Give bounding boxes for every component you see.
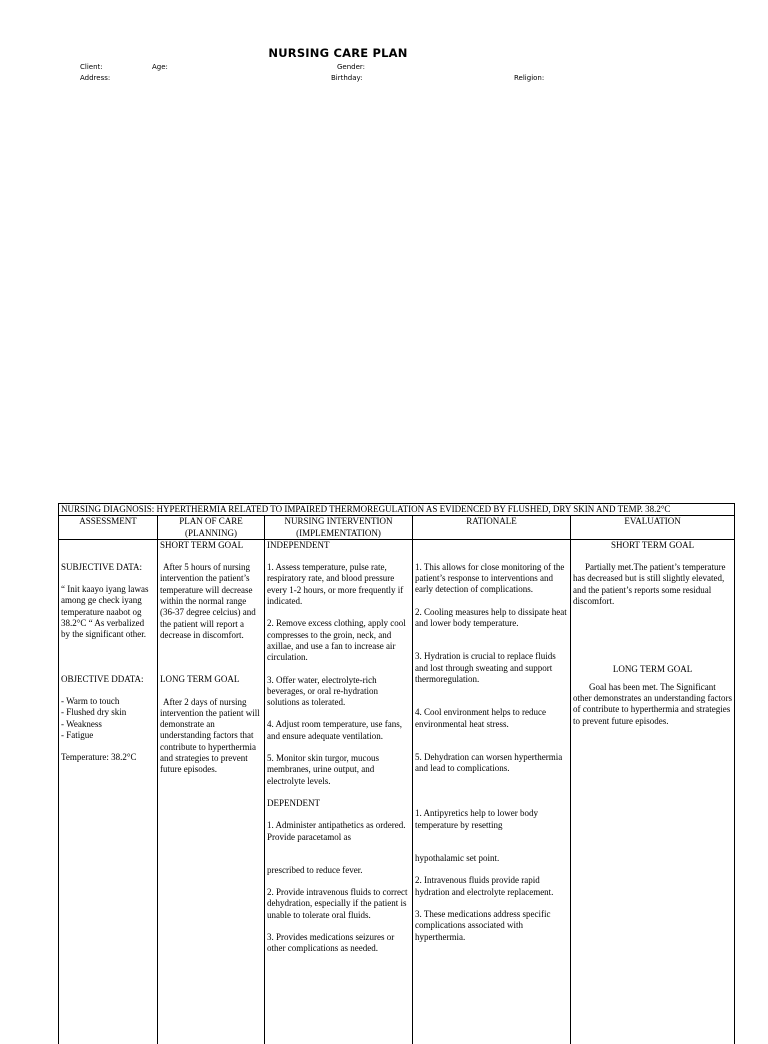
objective-item: - Warm to touch xyxy=(61,695,120,706)
rationale-dependent-3: 3. These medications address specific complications associated with hyperthermia. xyxy=(415,908,551,942)
rationale-cell xyxy=(413,539,571,1044)
gender-field: Gender: xyxy=(337,63,366,71)
planning-cell xyxy=(158,539,265,1044)
page-title: NURSING CARE PLAN xyxy=(268,46,408,60)
rationale-dependent-1a: 1. Antipyretics help to lower body temperature by resetting xyxy=(415,808,538,830)
assessment-cell xyxy=(59,539,158,1044)
column-header-label: RATIONALE xyxy=(466,516,517,527)
dependent-label: DEPENDENT xyxy=(267,797,320,808)
independent-intervention-2: 2. Remove excess clothing, apply cool compresses to the groin, neck, and axillae, and use a fan to increase air circulation. xyxy=(267,618,406,663)
column-header-row xyxy=(59,516,735,540)
religion-field: Religion: xyxy=(514,74,545,82)
dependent-intervention-2: 2. Provide intravenous fluids to correct dehydration, especially if the patient is unable to tolerate oral fluids. xyxy=(267,887,408,920)
rationale-1: 1. This allows for close monitoring of the patient’s response to interventions and early detection of complications. xyxy=(415,561,565,595)
evaluation-short-term-text: Partially met.The patient’s temperature has decreased but is still slightly elevated, and the patient’s reports some residual discomfort. xyxy=(573,562,726,607)
column-header-sublabel: (IMPLEMENTATION) xyxy=(296,527,381,538)
client-field: Client: xyxy=(80,63,103,71)
long-term-goal-label: LONG TERM GOAL xyxy=(160,674,240,685)
dependent-intervention-1b: prescribed to reduce fever. xyxy=(267,864,363,875)
rationale-3: 3. Hydration is crucial to replace fluids and lost through sweating and support thermoregulation. xyxy=(415,651,556,684)
objective-item: - Fatigue xyxy=(61,729,94,740)
independent-intervention-3: 3. Offer water, electrolyte-rich beverages, or oral re-hydration solutions as tolerated. xyxy=(267,674,378,708)
dependent-intervention-3: 3. Provides medications seizures or other complications as needed. xyxy=(267,932,395,954)
column-header-label: EVALUATION xyxy=(624,516,681,527)
evaluation-short-term-label: SHORT TERM GOAL xyxy=(610,539,695,550)
independent-intervention-5: 5. Monitor skin turgor, mucous membranes, urine output, and electrolyte levels. xyxy=(267,753,379,786)
rationale-dependent-1b: hypothalamic set point. xyxy=(415,853,500,864)
care-plan-body-row xyxy=(59,539,735,1044)
long-term-goal-text: After 2 days of nursing intervention the patient will demonstrate an understanding factors that contribute to hyperthermia and strategies to prevent future episodes. xyxy=(160,696,260,775)
column-header-planning xyxy=(158,516,265,540)
objective-label: OBJECTIVE DDATA: xyxy=(61,673,144,684)
short-term-goal-label: SHORT TERM GOAL xyxy=(160,539,244,550)
address-field: Address: xyxy=(80,74,111,82)
column-header-label: NURSING INTERVENTION xyxy=(284,516,393,527)
objective-item: - Flushed dry skin xyxy=(61,707,127,718)
evaluation-long-term-text: Goal has been met. The Significant other demonstrates an understanding factors of contribute to hyperthermia and strategies to prevent future episodes. xyxy=(573,681,732,726)
nursing-diagnosis: NURSING DIAGNOSIS: HYPERTHERMIA RELATED TO IMPAIRED THERMOREGULATION AS EVIDENCED BY FLUSHED, DRY SKIN AND TEMP. 38.2°C xyxy=(59,504,735,516)
care-plan-table xyxy=(58,503,735,1044)
birthday-field: Birthday: xyxy=(331,74,363,82)
dependent-intervention-1a: 1. Administer antipathetics as ordered. Provide paracetamol as xyxy=(267,820,406,842)
column-header-label: ASSESSMENT xyxy=(79,516,137,527)
column-header-evaluation xyxy=(571,516,735,540)
rationale-dependent-2: 2. Intravenous fluids provide rapid hydration and electrolyte replacement. xyxy=(415,875,554,897)
independent-intervention-1: 1. Assess temperature, pulse rate, respiratory rate, and blood pressure every 1-2 hours, or more frequently if indicated. xyxy=(267,562,404,607)
column-header-sublabel: (PLANNING) xyxy=(185,527,237,538)
column-header-intervention xyxy=(265,516,413,540)
subjective-quote: “ Init kaayo iyang lawas among ge check iyang temperature naabot og 38.2°C “ As verbalized by the significant other. xyxy=(61,584,149,640)
diagnosis-row xyxy=(59,504,735,516)
column-header-rationale xyxy=(413,516,571,540)
rationale-2: 2. Cooling measures help to dissipate heat and lower body temperature. xyxy=(415,606,567,629)
rationale-4: 4. Cool environment helps to reduce environmental heat stress. xyxy=(415,707,546,729)
objective-item: - Weakness xyxy=(61,718,102,729)
rationale-5: 5. Dehydration can worsen hyperthermia and lead to complications. xyxy=(415,751,563,774)
evaluation-long-term-label: LONG TERM GOAL xyxy=(612,664,693,675)
short-term-goal-text: After 5 hours of nursing intervention the patient’s temperature will decrease within the normal range (36-37 degree celcius) and the patient will report a decrease in discomfort. xyxy=(160,562,256,640)
independent-label: INDEPENDENT xyxy=(267,539,330,550)
column-header-label: PLAN OF CARE xyxy=(179,516,243,527)
column-header-assessment xyxy=(59,516,158,540)
independent-intervention-4: 4. Adjust room temperature, use fans, and ensure adequate ventilation. xyxy=(267,719,402,741)
subjective-label: SUBJECTIVE DATA: xyxy=(61,561,143,572)
intervention-cell xyxy=(265,539,413,1044)
temperature-reading: Temperature: 38.2°C xyxy=(61,752,137,763)
age-field: Age: xyxy=(152,63,168,71)
evaluation-cell xyxy=(571,539,735,1044)
